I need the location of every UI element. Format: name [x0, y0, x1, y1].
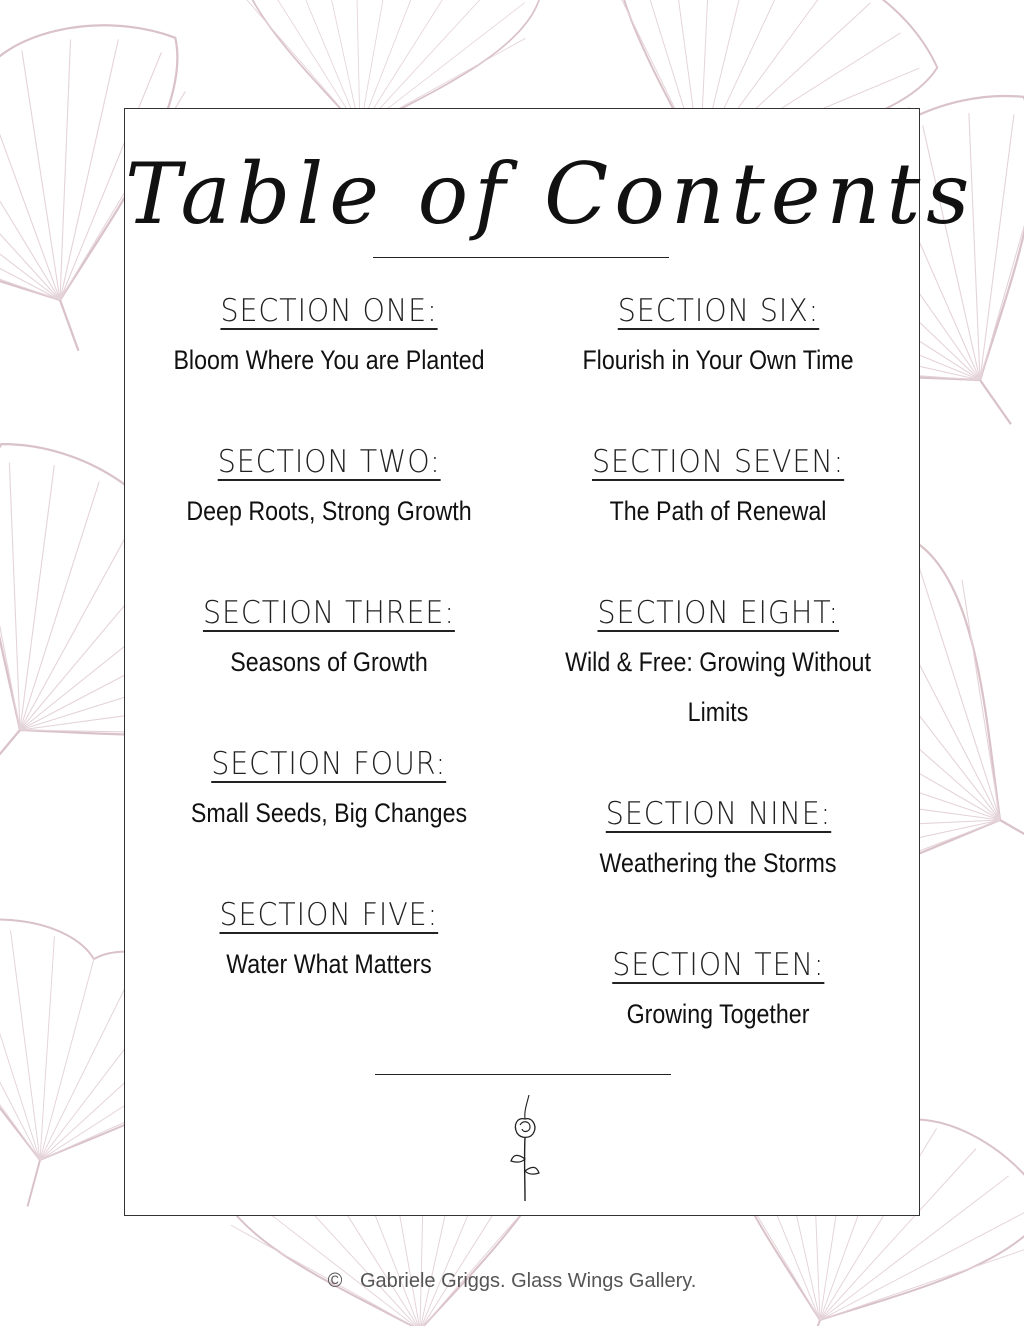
toc-entry-section-ten — [528, 941, 908, 1039]
section-label: SECTION TWO: — [217, 444, 441, 480]
section-label: SECTION THREE: — [203, 595, 455, 631]
section-label: SECTION SEVEN: — [591, 444, 845, 480]
section-title: Deep Roots, Strong Growth — [186, 496, 472, 526]
section-title: Seasons of Growth — [230, 647, 428, 677]
toc-entry-section-three — [139, 589, 519, 687]
section-label: SECTION FOUR: — [211, 746, 447, 782]
toc-entry-section-two — [139, 438, 519, 536]
rose-icon — [497, 1089, 553, 1205]
section-label: SECTION SIX: — [617, 293, 819, 329]
section-title: The Path of Renewal — [609, 496, 827, 526]
title-divider — [373, 257, 669, 258]
section-label: SECTION TEN: — [611, 947, 825, 983]
section-title-line2: Limits — [687, 697, 749, 727]
bottom-divider — [375, 1074, 671, 1075]
copyright-text: Gabriele Griggs. Glass Wings Gallery. — [359, 1270, 697, 1292]
section-label: SECTION EIGHT: — [597, 595, 839, 631]
toc-card — [124, 108, 976, 1216]
copyright-footer — [0, 1270, 1024, 1293]
copyright-symbol: © — [327, 1270, 343, 1292]
toc-entry-section-nine — [528, 790, 908, 888]
toc-entry-section-eight — [528, 589, 908, 737]
section-title: Water What Matters — [226, 949, 432, 979]
section-title: Bloom Where You are Planted — [173, 345, 485, 375]
section-title: Wild & Free: Growing Without — [565, 647, 871, 677]
section-label: SECTION ONE: — [220, 293, 438, 329]
section-label: SECTION NINE: — [605, 796, 831, 832]
toc-entry-section-seven — [528, 438, 908, 536]
section-label: SECTION FIVE: — [219, 897, 439, 933]
section-title: Weathering the Storms — [599, 848, 837, 878]
section-title: Small Seeds, Big Changes — [190, 798, 468, 828]
toc-entry-section-four — [139, 740, 519, 838]
toc-entry-section-five — [139, 891, 519, 989]
toc-entry-section-six — [528, 287, 908, 385]
section-title: Flourish in Your Own Time — [582, 345, 854, 375]
page-title: Table of Contents — [125, 145, 976, 243]
toc-entry-section-one — [139, 287, 519, 385]
section-title: Growing Together — [626, 999, 810, 1029]
